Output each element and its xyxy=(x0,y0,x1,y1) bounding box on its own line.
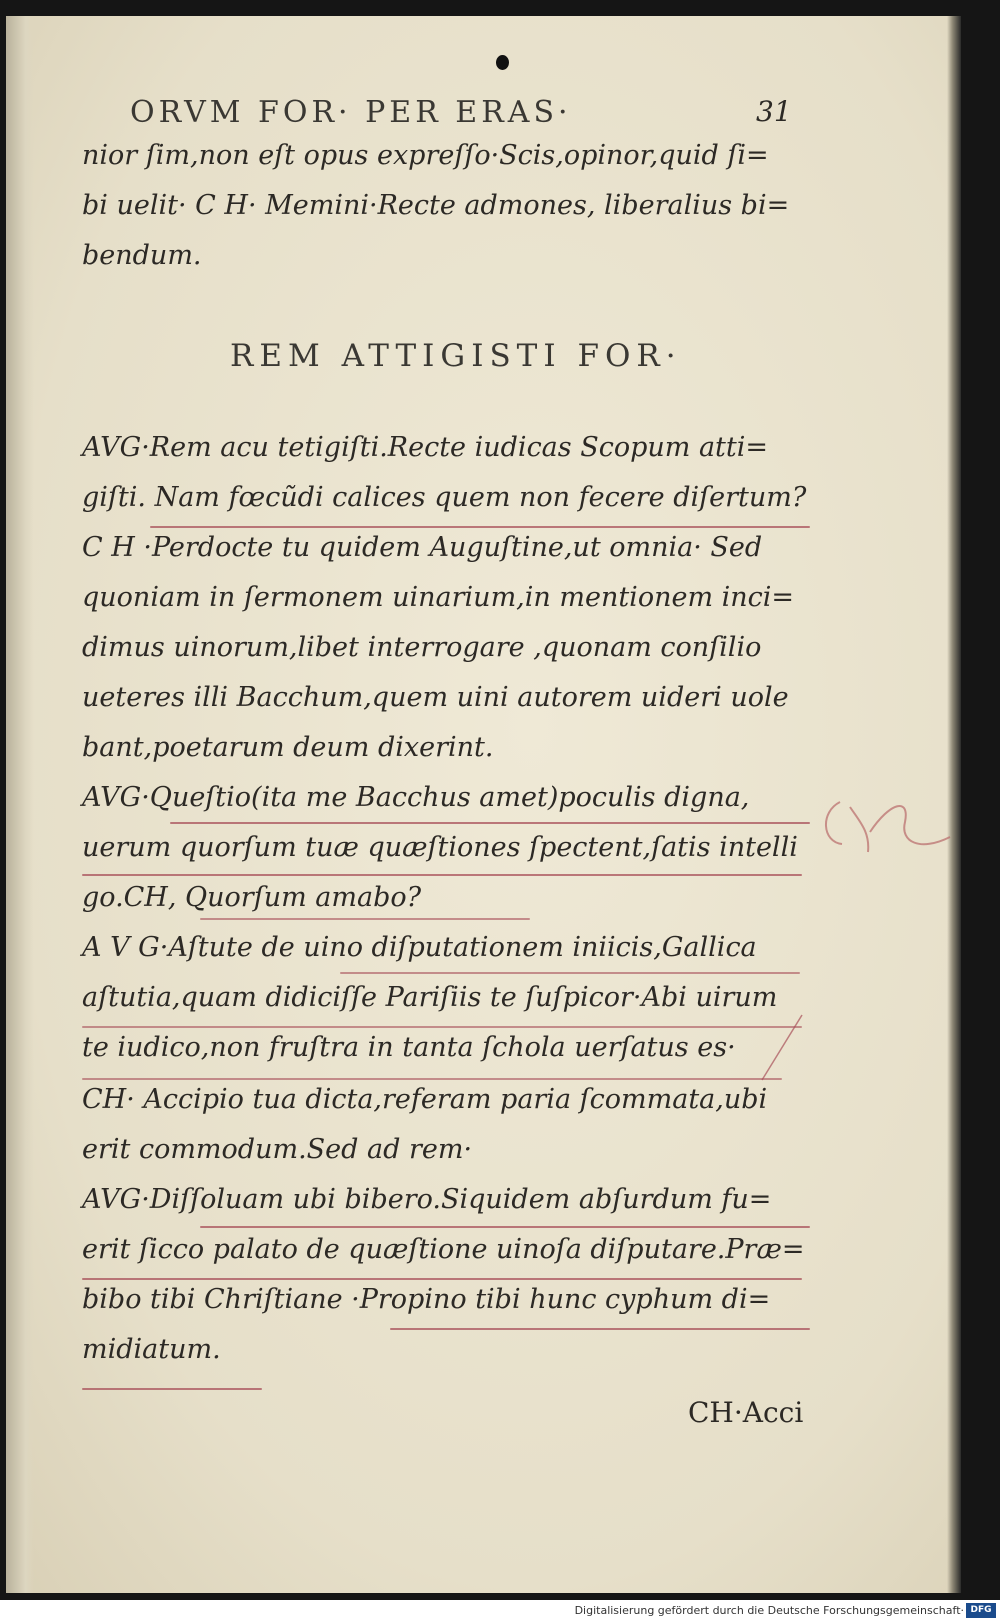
digitization-credit: Digitalisierung gefördert durch die Deutsche Forschungsgemeinschaft· xyxy=(574,1604,964,1617)
text-line: uerum quorſum tuæ quæſtiones ſpectent,ſatis intelli xyxy=(82,832,798,863)
text-line: AVG·Queſtio(ita me Bacchus amet)poculis digna, xyxy=(82,782,750,813)
text-line: bi uelit· C H· Memini·Recte admones, liberalius bi= xyxy=(82,190,790,221)
page-number: 31 xyxy=(756,95,792,128)
text-line: dimus uinorum,libet interrogare ,quonam conſilio xyxy=(82,632,762,663)
text-line: C H ·Perdocte tu quidem Auguſtine,ut omnia· Sed xyxy=(82,532,763,563)
text-line: AVG·Diſſoluam ubi bibero.Siquidem abſurdum fu= xyxy=(82,1184,772,1215)
text-line: go.CH, Quorſum amabo? xyxy=(82,882,422,913)
text-line: te iudico,non fruſtra in tanta ſchola uerſatus es· xyxy=(82,1032,736,1063)
ink-dot-mark xyxy=(496,55,509,70)
running-head: ORVM FOR· PER ERAS· xyxy=(130,95,572,130)
annotation-underline xyxy=(200,1226,810,1228)
annotation-underline xyxy=(340,972,800,974)
annotation-underline xyxy=(82,1078,782,1080)
annotation-underline xyxy=(82,1278,802,1280)
annotation-underline xyxy=(82,1026,802,1028)
text-line: giſti. Nam fœcũdi calices quem non fecere diſertum? xyxy=(82,482,807,513)
margin-stroke-mark xyxy=(752,1010,812,1090)
annotation-underline xyxy=(82,874,802,876)
text-line: erit ſicco palato de quæſtione uinoſa diſputare.Præ= xyxy=(82,1234,805,1265)
text-line: nior ſim,non eſt opus expreſſo·Scis,opinor,quid ſi= xyxy=(82,140,769,171)
annotation-underline xyxy=(82,1388,262,1390)
margin-annotation-mark xyxy=(810,782,960,872)
text-line: ueteres illi Bacchum,quem uini autorem uideri uole xyxy=(82,682,789,713)
text-line: bendum. xyxy=(82,240,202,271)
annotation-underline xyxy=(170,822,810,824)
catchword: CH·Acci xyxy=(688,1396,804,1429)
annotation-underline xyxy=(390,1328,810,1330)
annotation-underline xyxy=(150,526,810,528)
section-title: REM ATTIGISTI FOR· xyxy=(230,338,682,374)
text-line: AVG·Rem acu tetigiſti.Recte iudicas Scopum atti= xyxy=(82,432,769,463)
text-line: midiatum. xyxy=(82,1334,221,1365)
text-line: A V G·Aſtute de uino diſputationem iniicis,Gallica xyxy=(82,932,757,963)
annotation-underline xyxy=(200,918,530,920)
text-line: quoniam in ſermonem uinarium,in mentionem inci= xyxy=(82,582,795,613)
text-line: erit commodum.Sed ad rem· xyxy=(82,1134,473,1165)
text-line: CH· Accipio tua dicta,referam paria ſcommata,ubi xyxy=(82,1084,768,1115)
dfg-logo: DFG xyxy=(966,1603,996,1618)
text-line: bibo tibi Chriſtiane ·Propino tibi hunc cyphum di= xyxy=(82,1284,771,1315)
text-line: aſtutia,quam didiciſſe Pariſiis te ſuſpicor·Abi uirum xyxy=(82,982,778,1013)
page-gutter xyxy=(6,16,34,1593)
text-line: bant,poetarum deum dixerint. xyxy=(82,732,494,763)
